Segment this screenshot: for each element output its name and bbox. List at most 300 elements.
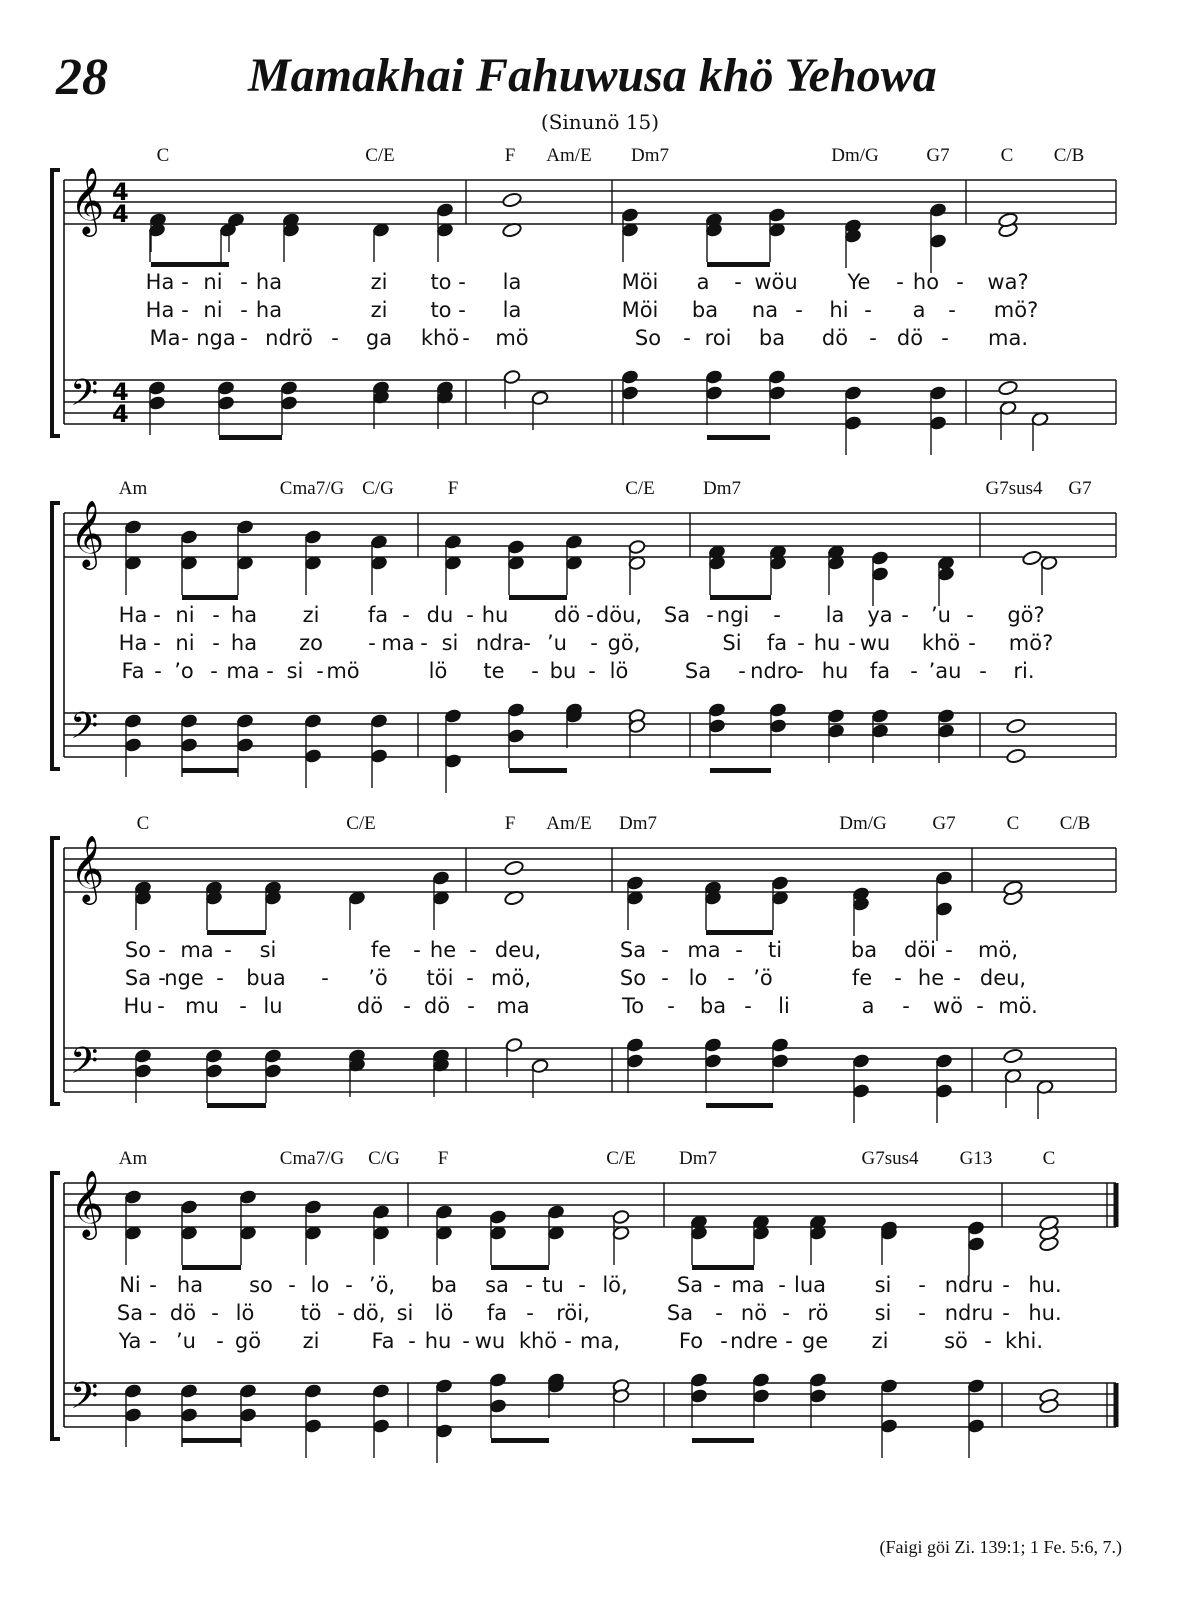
syllable-hyphen: - bbox=[523, 631, 531, 655]
note-head bbox=[148, 395, 166, 410]
note-head bbox=[769, 718, 787, 733]
chord-symbol: F bbox=[504, 145, 516, 166]
note-head bbox=[768, 385, 786, 400]
syllable-hyphen: - bbox=[667, 994, 675, 1018]
lyric-syllable: ha bbox=[255, 298, 283, 322]
beam bbox=[491, 1438, 549, 1443]
note-head bbox=[304, 529, 322, 544]
lyric-syllable: tö bbox=[300, 1301, 322, 1325]
lyric-syllable: nö bbox=[740, 1301, 768, 1325]
lyric-syllable: ma bbox=[687, 938, 721, 962]
bass-clef-icon: 𝄢 bbox=[70, 1040, 99, 1091]
syllable-hyphen: - bbox=[526, 1301, 534, 1325]
syllable-hyphen: - bbox=[266, 659, 274, 683]
note-head bbox=[827, 723, 845, 738]
lyric-syllable: ya bbox=[867, 603, 893, 627]
syllable-hyphen: - bbox=[345, 1273, 353, 1297]
lyric-syllable: fa bbox=[367, 603, 389, 627]
lyric-syllable: si bbox=[874, 1273, 892, 1297]
lyric-syllable: ge bbox=[801, 1329, 829, 1353]
beam bbox=[692, 1265, 754, 1270]
note-head bbox=[304, 1199, 322, 1214]
chord-symbol: G7sus4 bbox=[861, 1148, 919, 1169]
note-head bbox=[929, 202, 947, 217]
syllable-hyphen: - bbox=[979, 659, 987, 683]
note-head bbox=[180, 713, 198, 728]
verse-1-lyrics bbox=[0, 270, 1200, 298]
note-head bbox=[124, 1189, 142, 1204]
lyric-syllable: zi bbox=[302, 603, 320, 627]
syllable-hyphen: - bbox=[586, 603, 594, 627]
lyric-syllable: Sa bbox=[663, 603, 691, 627]
syllable-hyphen: - bbox=[590, 631, 598, 655]
syllable-hyphen: - bbox=[738, 659, 746, 683]
lyric-syllable: fa bbox=[766, 631, 788, 655]
verse-2-lyrics bbox=[0, 298, 1200, 326]
lyric-syllable: he bbox=[917, 966, 945, 990]
beam bbox=[707, 262, 770, 267]
chord-symbol: Am/E bbox=[546, 813, 592, 834]
verse-1-lyrics bbox=[0, 603, 1200, 631]
syllable-hyphen: - bbox=[661, 966, 669, 990]
lyric-syllable: si bbox=[441, 631, 459, 655]
lyric-syllable: he bbox=[429, 938, 457, 962]
note-head bbox=[871, 550, 889, 565]
lyric-syllable: lö bbox=[434, 1301, 454, 1325]
lyric-syllable: To bbox=[621, 994, 645, 1018]
lyric-syllable: to bbox=[430, 270, 452, 294]
lyric-syllable: Sa bbox=[116, 1301, 144, 1325]
lyric-syllable: Ha bbox=[118, 603, 148, 627]
music-system-2 bbox=[0, 473, 1200, 793]
note-head bbox=[844, 385, 862, 400]
beam bbox=[219, 435, 282, 440]
note-head bbox=[967, 1236, 985, 1251]
note-head bbox=[935, 1053, 953, 1068]
lyric-syllable: la bbox=[502, 298, 522, 322]
lyric-syllable: ’ö bbox=[368, 966, 388, 990]
syllable-hyphen: - bbox=[864, 298, 872, 322]
note-head bbox=[871, 566, 889, 581]
note-head bbox=[217, 395, 235, 410]
lyric-syllable: Sa bbox=[684, 659, 712, 683]
lyric-syllable: wu bbox=[859, 631, 891, 655]
syllable-hyphen: - bbox=[181, 326, 189, 350]
syllable-hyphen: - bbox=[683, 326, 691, 350]
note-head bbox=[502, 192, 523, 208]
lyric-syllable: mö, bbox=[491, 966, 531, 990]
note-head bbox=[827, 708, 845, 723]
syllable-hyphen: - bbox=[1002, 1301, 1010, 1325]
note-head bbox=[880, 1378, 898, 1393]
note-head bbox=[239, 1407, 257, 1422]
lyric-syllable: Ha bbox=[145, 270, 175, 294]
note-head bbox=[489, 1398, 507, 1413]
chord-symbol: Dm/G bbox=[839, 813, 887, 834]
verse-1-lyrics bbox=[0, 1273, 1200, 1301]
syllable-hyphen: - bbox=[735, 938, 743, 962]
lyric-syllable: ba bbox=[699, 994, 727, 1018]
bass-clef-icon: 𝄢 bbox=[70, 705, 99, 756]
lyric-syllable: sa bbox=[485, 1273, 509, 1297]
lyric-syllable: hu bbox=[481, 603, 509, 627]
note-head bbox=[432, 870, 450, 885]
lyric-syllable: Sa bbox=[666, 1301, 694, 1325]
syllable-hyphen: - bbox=[240, 270, 248, 294]
lyric-syllable: ni bbox=[175, 603, 195, 627]
syllable-hyphen: - bbox=[525, 1273, 533, 1297]
chord-symbol: C/B bbox=[1059, 813, 1091, 834]
lyric-syllable: Sa bbox=[619, 938, 647, 962]
beam bbox=[207, 1103, 266, 1108]
beam bbox=[706, 1103, 773, 1108]
note-head bbox=[507, 702, 525, 717]
lyric-syllable: ndru bbox=[944, 1273, 994, 1297]
note-head bbox=[239, 1383, 257, 1398]
lyric-syllable: lö bbox=[609, 659, 629, 683]
syllable-hyphen: - bbox=[288, 1273, 296, 1297]
lyric-syllable: wa? bbox=[987, 270, 1029, 294]
lyric-syllable: a bbox=[912, 298, 926, 322]
bass-clef-icon: 𝄢 bbox=[70, 1375, 99, 1426]
lyric-syllable: ni bbox=[203, 270, 223, 294]
syllable-hyphen: - bbox=[901, 603, 909, 627]
lyric-syllable: ba bbox=[758, 326, 786, 350]
note-head bbox=[929, 385, 947, 400]
treble-clef-icon: 𝄞 bbox=[70, 166, 105, 234]
note-head bbox=[444, 708, 462, 723]
lyric-syllable: deu, bbox=[494, 938, 542, 962]
syllable-hyphen: - bbox=[224, 938, 232, 962]
syllable-hyphen: - bbox=[910, 659, 918, 683]
syllable-hyphen: - bbox=[210, 659, 218, 683]
syllable-hyphen: - bbox=[531, 659, 539, 683]
note-head bbox=[435, 1423, 453, 1438]
note-head bbox=[180, 1199, 198, 1214]
lyric-syllable: si bbox=[259, 938, 277, 962]
lyric-syllable: hu bbox=[813, 631, 841, 655]
chord-symbol: G7 bbox=[932, 813, 956, 834]
note-head bbox=[217, 380, 235, 395]
note-head bbox=[372, 1204, 390, 1219]
lyric-syllable: ma bbox=[226, 659, 260, 683]
chord-symbol: C bbox=[1042, 1148, 1056, 1169]
chord-symbol: Dm/G bbox=[831, 145, 879, 166]
bass-time-signature-bottom: 4 bbox=[112, 400, 129, 428]
lyric-syllable: Ya bbox=[118, 1329, 142, 1353]
note-head bbox=[1003, 1048, 1024, 1064]
lyric-syllable: te bbox=[483, 659, 505, 683]
note-head bbox=[626, 1053, 644, 1068]
lyric-syllable: fa bbox=[486, 1301, 508, 1325]
note-head bbox=[769, 702, 787, 717]
beam bbox=[710, 768, 771, 773]
syllable-hyphen: - bbox=[212, 631, 220, 655]
lyric-syllable: So bbox=[619, 966, 647, 990]
treble-clef-icon: 𝄞 bbox=[70, 1169, 105, 1237]
note-head bbox=[239, 1189, 257, 1204]
lyric-syllable: dö bbox=[356, 994, 384, 1018]
scripture-reference: (Faigi göi Zi. 139:1; 1 Fe. 5:6, 7.) bbox=[879, 1537, 1122, 1557]
syllable-hyphen: - bbox=[796, 659, 804, 683]
syllable-hyphen: - bbox=[149, 1329, 157, 1353]
lyric-syllable: Ha bbox=[118, 631, 148, 655]
lyric-syllable: ndrö bbox=[265, 326, 313, 350]
lyric-syllable: ri. bbox=[1013, 659, 1035, 683]
lyric-syllable: Sa bbox=[676, 1273, 704, 1297]
note-head bbox=[134, 1048, 152, 1063]
lyric-syllable: zo bbox=[299, 631, 323, 655]
lyric-syllable: zi bbox=[871, 1329, 889, 1353]
note-head bbox=[444, 753, 462, 768]
syllable-hyphen: - bbox=[588, 659, 596, 683]
chord-symbol: G7 bbox=[926, 145, 950, 166]
note-head bbox=[507, 728, 525, 743]
syllable-hyphen: - bbox=[467, 994, 475, 1018]
note-head bbox=[489, 1372, 507, 1387]
note-head bbox=[752, 1388, 770, 1403]
lyric-syllable: dö bbox=[553, 603, 581, 627]
lyric-syllable: rö bbox=[807, 1301, 829, 1325]
lyric-syllable: ha bbox=[176, 1273, 204, 1297]
lyric-syllable: So bbox=[124, 938, 152, 962]
lyric-syllable: mö, bbox=[978, 938, 1018, 962]
note-head bbox=[205, 1048, 223, 1063]
chord-symbol: Dm7 bbox=[619, 813, 657, 834]
lyric-syllable: lö bbox=[428, 659, 448, 683]
note-head bbox=[280, 380, 298, 395]
lyric-syllable: khö bbox=[921, 631, 961, 655]
lyric-syllable: ni bbox=[175, 631, 195, 655]
note-head bbox=[1006, 748, 1027, 764]
note-head bbox=[690, 1372, 708, 1387]
note-head bbox=[435, 1378, 453, 1393]
note-head bbox=[372, 1383, 390, 1398]
lyric-syllable: ngi bbox=[716, 603, 750, 627]
chord-symbol: Dm7 bbox=[703, 478, 741, 499]
lyric-syllable: Si bbox=[722, 631, 742, 655]
syllable-hyphen: - bbox=[785, 1329, 793, 1353]
syllable-hyphen: - bbox=[896, 270, 904, 294]
note-head bbox=[435, 1204, 453, 1219]
chord-symbol: Am bbox=[118, 478, 148, 499]
chord-symbol: F bbox=[437, 1148, 449, 1169]
note-head bbox=[852, 1083, 870, 1098]
syllable-hyphen: - bbox=[797, 631, 805, 655]
song-title: Mamakhai Fahuwusa khö Yehowa bbox=[248, 49, 937, 102]
lyric-syllable: Möi bbox=[621, 270, 659, 294]
note-head bbox=[180, 529, 198, 544]
note-head bbox=[626, 875, 644, 890]
lyric-syllable: hu bbox=[424, 1329, 452, 1353]
note-head bbox=[621, 385, 639, 400]
lyric-syllable: si bbox=[874, 1301, 892, 1325]
syllable-hyphen: - bbox=[153, 603, 161, 627]
beam bbox=[509, 768, 567, 773]
lyric-syllable: döu, bbox=[595, 603, 643, 627]
note-head bbox=[929, 233, 947, 248]
syllable-hyphen: - bbox=[773, 603, 781, 627]
lyric-syllable: bua bbox=[246, 966, 286, 990]
note-head bbox=[628, 539, 646, 554]
lyric-syllable: hu. bbox=[1028, 1301, 1062, 1325]
treble-clef-icon: 𝄞 bbox=[70, 834, 105, 902]
note-head bbox=[124, 1383, 142, 1398]
note-head bbox=[565, 534, 583, 549]
verse-2-lyrics bbox=[0, 631, 1200, 659]
lyric-syllable: röi, bbox=[556, 1301, 590, 1325]
note-head bbox=[871, 723, 889, 738]
lyric-syllable: ’o bbox=[174, 659, 194, 683]
syllable-hyphen: - bbox=[778, 1273, 786, 1297]
syllable-hyphen: - bbox=[734, 270, 742, 294]
beam bbox=[692, 1438, 754, 1443]
lyric-syllable: so bbox=[249, 1273, 273, 1297]
chord-symbol: F bbox=[447, 478, 459, 499]
lyric-syllable: ’u bbox=[931, 603, 951, 627]
syllable-hyphen: - bbox=[331, 326, 339, 350]
lyric-syllable: hu. bbox=[1028, 1273, 1062, 1297]
lyric-syllable: Fo bbox=[678, 1329, 704, 1353]
chord-symbol: C/E bbox=[346, 813, 376, 834]
syllable-hyphen: - bbox=[408, 1329, 416, 1353]
beam bbox=[491, 1265, 549, 1270]
syllable-hyphen: - bbox=[795, 298, 803, 322]
syllable-hyphen: - bbox=[458, 270, 466, 294]
chord-symbol: C/E bbox=[365, 145, 395, 166]
lyric-syllable: mö? bbox=[1008, 631, 1054, 655]
chord-symbol: C bbox=[1000, 145, 1014, 166]
lyric-syllable: mö bbox=[495, 326, 529, 350]
note-head bbox=[768, 207, 786, 222]
chord-symbol: Dm7 bbox=[631, 145, 669, 166]
syllable-hyphen: - bbox=[368, 631, 376, 655]
lyric-syllable: lo bbox=[688, 966, 708, 990]
note-head bbox=[264, 1048, 282, 1063]
note-head bbox=[690, 1388, 708, 1403]
note-head bbox=[444, 534, 462, 549]
note-head bbox=[1006, 718, 1027, 734]
lyric-syllable: ha bbox=[255, 270, 283, 294]
note-head bbox=[935, 901, 953, 916]
chord-symbol: Cma7/G bbox=[279, 1148, 345, 1169]
syllable-hyphen: - bbox=[869, 326, 877, 350]
syllable-hyphen: - bbox=[848, 631, 856, 655]
lyric-syllable: lö bbox=[235, 1301, 255, 1325]
lyric-syllable: dö bbox=[821, 326, 849, 350]
lyric-syllable: hi bbox=[829, 298, 849, 322]
note-head bbox=[180, 1407, 198, 1422]
syllable-hyphen: - bbox=[902, 994, 910, 1018]
syllable-hyphen: - bbox=[466, 966, 474, 990]
lyric-syllable: a bbox=[696, 270, 710, 294]
chord-symbol: C/G bbox=[362, 478, 394, 499]
lyric-syllable: ma bbox=[496, 994, 530, 1018]
syllable-hyphen: - bbox=[462, 326, 470, 350]
note-head bbox=[236, 737, 254, 752]
lyric-syllable: du bbox=[426, 603, 454, 627]
note-head bbox=[626, 1037, 644, 1052]
lyric-syllable: Sa bbox=[124, 966, 152, 990]
chord-symbol: C/G bbox=[368, 1148, 400, 1169]
syllable-hyphen: - bbox=[239, 994, 247, 1018]
lyric-syllable: ’ö bbox=[753, 966, 773, 990]
lyric-syllable: Ma bbox=[149, 326, 181, 350]
lyric-syllable: dö bbox=[423, 994, 451, 1018]
syllable-hyphen: - bbox=[216, 1329, 224, 1353]
lyric-syllable: dö bbox=[896, 326, 924, 350]
syllable-hyphen: - bbox=[402, 603, 410, 627]
syllable-hyphen: - bbox=[984, 1329, 992, 1353]
lyric-syllable: ha bbox=[230, 631, 258, 655]
syllable-hyphen: - bbox=[953, 966, 961, 990]
note-head bbox=[504, 860, 525, 876]
syllable-hyphen: - bbox=[403, 994, 411, 1018]
lyric-syllable: töi bbox=[426, 966, 454, 990]
note-head bbox=[704, 1053, 722, 1068]
lyric-syllable: ma, bbox=[579, 1329, 621, 1353]
note-head bbox=[967, 1220, 985, 1235]
note-head bbox=[304, 1418, 322, 1433]
note-head bbox=[280, 395, 298, 410]
syllable-hyphen: - bbox=[181, 270, 189, 294]
verse-2-lyrics bbox=[0, 966, 1200, 994]
lyric-syllable: la bbox=[825, 603, 845, 627]
lyric-syllable: tu bbox=[542, 1273, 564, 1297]
beam bbox=[182, 1438, 241, 1443]
note-head bbox=[304, 713, 322, 728]
lyric-syllable: Hu bbox=[123, 994, 153, 1018]
lyric-syllable: ba bbox=[850, 938, 878, 962]
note-head bbox=[370, 713, 388, 728]
lyric-syllable: mö bbox=[326, 659, 360, 683]
note-head bbox=[708, 718, 726, 733]
note-head bbox=[844, 415, 862, 430]
note-head bbox=[547, 1204, 565, 1219]
note-head bbox=[436, 202, 454, 217]
beam bbox=[182, 768, 238, 773]
chord-symbol: C/E bbox=[625, 478, 655, 499]
chord-symbol: G13 bbox=[959, 1148, 993, 1169]
note-head bbox=[489, 1209, 507, 1224]
syllable-hyphen: - bbox=[240, 326, 248, 350]
note-head bbox=[149, 212, 167, 227]
song-number: 28 bbox=[56, 49, 108, 106]
syllable-hyphen: - bbox=[212, 603, 220, 627]
syllable-hyphen: - bbox=[968, 631, 976, 655]
chord-symbol: F bbox=[504, 813, 516, 834]
lyric-syllable: ni bbox=[203, 298, 223, 322]
lyric-syllable: khö bbox=[420, 326, 460, 350]
lyric-syllable: fe bbox=[370, 938, 392, 962]
chord-symbol: C/B bbox=[1053, 145, 1085, 166]
syllable-hyphen: - bbox=[458, 298, 466, 322]
note-head bbox=[180, 1383, 198, 1398]
note-head bbox=[998, 380, 1019, 396]
note-head bbox=[752, 1372, 770, 1387]
chord-symbol: Cma7/G bbox=[279, 478, 345, 499]
note-head bbox=[621, 369, 639, 384]
syllable-hyphen: - bbox=[158, 938, 166, 962]
beam bbox=[182, 595, 238, 600]
note-head bbox=[967, 1418, 985, 1433]
note-head bbox=[236, 519, 254, 534]
syllable-hyphen: - bbox=[945, 938, 953, 962]
lyric-syllable: zi bbox=[370, 270, 388, 294]
note-head bbox=[809, 1388, 827, 1403]
lyric-syllable: bu bbox=[549, 659, 577, 683]
note-head bbox=[704, 1037, 722, 1052]
